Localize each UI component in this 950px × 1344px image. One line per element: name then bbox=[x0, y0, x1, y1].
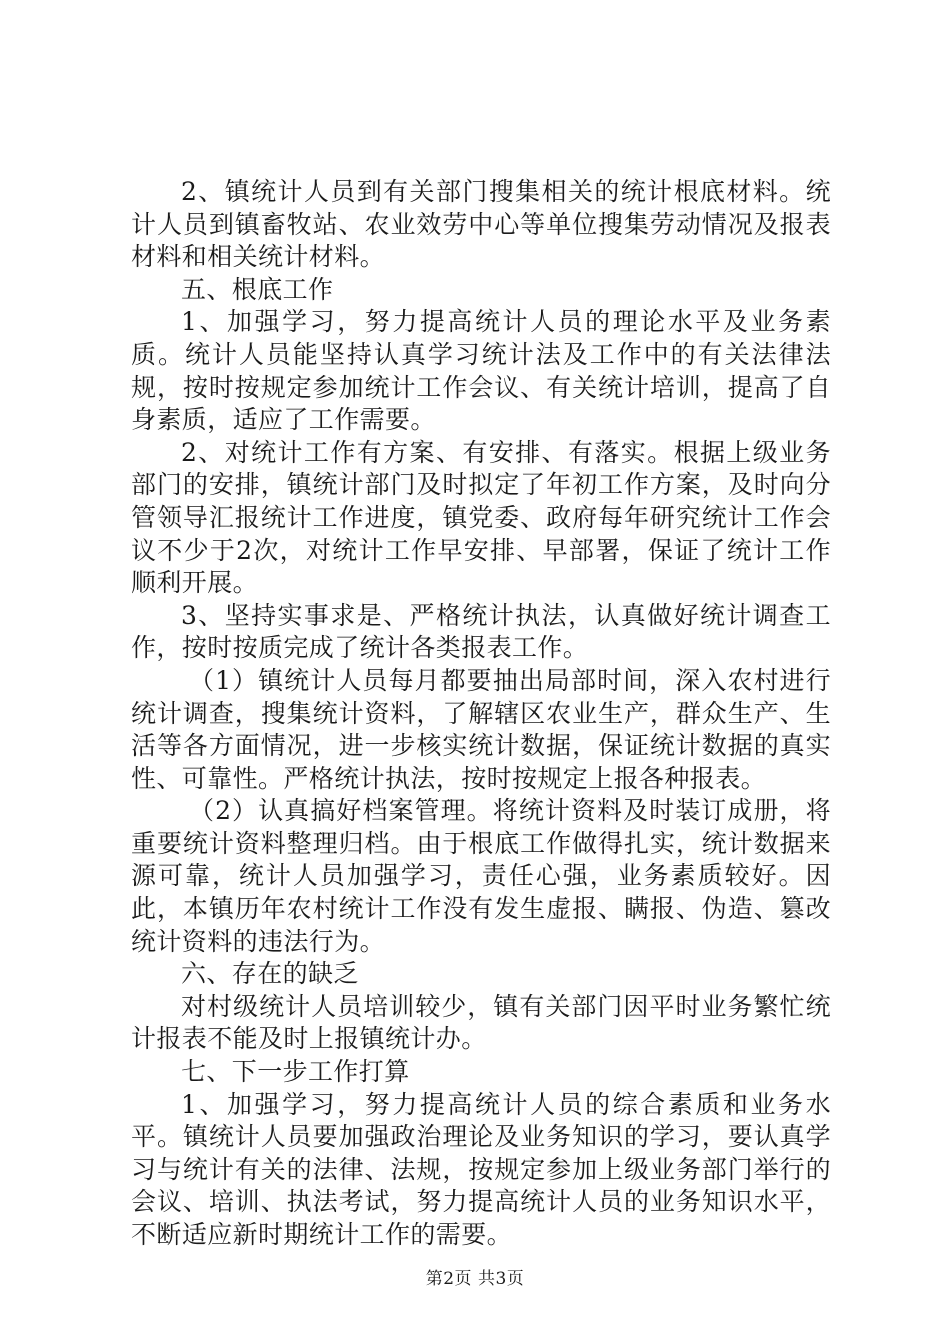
paragraph-collect-materials: 2、镇统计人员到有关部门搜集相关的统计根底材料。统计人员到镇畜牧站、农业效劳中心等单位搜集劳动情况及报表材料和相关统计材料。 bbox=[131, 177, 831, 272]
paragraph-strengthen-learning: 1、加强学习，努力提高统计人员的理论水平及业务素质。统计人员能坚持认真学习统计法及工作中的有关法律法规，按时按规定参加统计工作会议、有关统计培训，提高了自身素质，适应了工作需要。 bbox=[131, 307, 831, 435]
paragraph-work-plan: 2、对统计工作有方案、有安排、有落实。根据上级业务部门的安排，镇统计部门及时拟定了年初工作方案，及时向分管领导汇报统计工作进度，镇党委、政府每年研究统计工作会议不少于2次，对统计工作早安排、早部署，保证了统计工作顺利开展。 bbox=[131, 437, 831, 598]
paragraph-next-steps-1: 1、加强学习，努力提高统计人员的综合素质和业务水平。镇统计人员要加强政治理论及业务知识的学习，要认真学习与统计有关的法律、法规，按规定参加上级业务部门举行的会议、培训、执法考试，努力提高统计人员的业务知识水平，不断适应新时期统计工作的需要。 bbox=[131, 1089, 831, 1249]
heading-next-steps: 七、下一步工作打算 bbox=[181, 1057, 410, 1087]
paragraph-sub-item-2: （2）认真搞好档案管理。将统计资料及时装订成册，将重要统计资料整理归档。由于根底工作做得扎实，统计数据来源可靠，统计人员加强学习，责任心强，业务素质较好。因此，本镇历年农村统计工作没有发生虚报、瞒报、伪造、篡改统计资料的违法行为。 bbox=[131, 796, 831, 956]
paragraph-shortcomings: 对村级统计人员培训较少，镇有关部门因平时业务繁忙统计报表不能及时上报镇统计办。 bbox=[131, 991, 831, 1054]
heading-shortcomings: 六、存在的缺乏 bbox=[181, 959, 359, 989]
document-body bbox=[131, 176, 831, 1252]
page-number-footer: 第2页 共3页 bbox=[425, 1269, 525, 1289]
paragraph-seek-truth: 3、坚持实事求是、严格统计执法，认真做好统计调查工作，按时按质完成了统计各类报表工作。 bbox=[131, 600, 831, 663]
paragraph-sub-item-1: （1）镇统计人员每月都要抽出局部时间，深入农村进行统计调查，搜集统计资料，了解辖区农业生产，群众生产、生活等各方面情况，进一步核实统计数据，保证统计数据的真实性、可靠性。严格统计执法，按时按规定上报各种报表。 bbox=[131, 665, 831, 793]
heading-basic-work: 五、根底工作 bbox=[181, 274, 334, 304]
